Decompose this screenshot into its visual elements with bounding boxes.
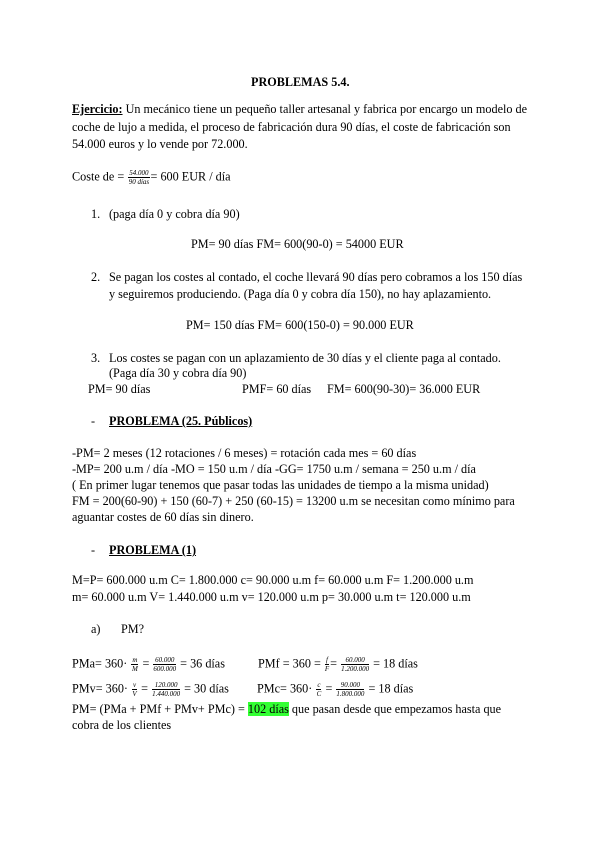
pm-total-highlight: 102 días xyxy=(247,702,289,716)
pma-f2-den: 600.000 xyxy=(153,665,177,673)
pma-f1-num: m xyxy=(132,656,138,664)
pma-pre: PMa= 360· xyxy=(72,656,131,671)
pma-f1-den: M xyxy=(131,665,138,673)
problema-25-bullet: - xyxy=(91,414,96,428)
pmf-f1-den: F xyxy=(324,665,330,673)
exercise-text-1: Un mecánico tiene un pequeño taller artesanal y fabrica por encargo un modelo de xyxy=(122,102,528,116)
pmc-pre: PMc= 360· xyxy=(257,681,316,696)
exercise-line-2: coche de lujo a medida, el proceso de fabricación dura 90 días, el coste de fabricación son xyxy=(72,120,511,134)
pmv-f1-den: V xyxy=(132,690,137,698)
pmc-f1-num: c xyxy=(317,681,321,689)
pma-fraction-numeric xyxy=(153,656,176,673)
problema-1-heading: PROBLEMA (1) xyxy=(109,543,197,557)
pmv-f1-num: v xyxy=(133,681,137,689)
pmv-fraction-numeric xyxy=(152,681,180,698)
pmc-post: = 18 días xyxy=(365,681,414,696)
coste-formula xyxy=(72,169,231,186)
coste-numerator: 54.000 xyxy=(129,169,149,177)
pm-total-line xyxy=(72,702,501,716)
item-3-number: 3. xyxy=(91,351,101,365)
exercise-label: Ejercicio: xyxy=(72,102,123,116)
item-2-number: 2. xyxy=(91,270,101,284)
item-3-text-1: Los costes se pagan con un aplazamiento de 30 días y el cliente paga al contado. xyxy=(109,351,501,365)
item-3-text-2: (Paga día 30 y cobra día 90) xyxy=(109,366,247,380)
pma-f2-num: 60.000 xyxy=(155,656,175,664)
pmc-f2-den: 1.800.000 xyxy=(336,690,365,698)
exercise-line-3: 54.000 euros y lo vende por 72.000. xyxy=(72,137,248,151)
coste-suffix: = 600 EUR / día xyxy=(150,169,231,184)
problema-25-heading: PROBLEMA (25. Públicos) xyxy=(109,414,253,428)
pmf-f1-num: f xyxy=(326,656,328,664)
coste-denominator: 90 días xyxy=(128,178,150,186)
pm-total-post: que pasan desde que empezamos hasta que xyxy=(288,702,502,716)
problema-25-line-4: FM = 200(60-90) + 150 (60-7) + 250 (60-15) = 13200 u.m se necesitan como mínimo para xyxy=(72,494,515,508)
coste-prefix: Coste de = xyxy=(72,169,128,184)
pmf-post: = 18 días xyxy=(370,656,418,671)
pma-fraction-symbolic xyxy=(131,656,138,673)
result-2: PM= 150 días FM= 600(150-0) = 90.000 EUR xyxy=(186,318,414,332)
pmv-pre: PMv= 360· xyxy=(72,681,132,696)
result-3-fm: FM= 600(90-30)= 36.000 EUR xyxy=(327,382,481,396)
pma-formula xyxy=(72,656,225,673)
pmc-f1-den: C xyxy=(316,690,322,698)
problema-25-line-2: -MP= 200 u.m / día -MO = 150 u.m / día -GG= 1750 u.m / semana = 250 u.m / día xyxy=(72,462,476,476)
pmv-post: = 30 días xyxy=(181,681,229,696)
problema-1-line-1: M=P= 600.000 u.m C= 1.800.000 c= 90.000 u.m f= 60.000 u.m F= 1.200.000 u.m xyxy=(72,573,474,587)
sub-a-text: PM? xyxy=(121,622,145,636)
pmf-formula xyxy=(258,656,418,673)
result-3-pmf: PMF= 60 días xyxy=(242,382,312,396)
item-2-text-2: y seguiremos produciendo. (Paga día 0 y cobra día 150), no hay aplazamiento. xyxy=(109,287,492,301)
sub-a-label: a) xyxy=(91,622,101,636)
item-2-text-1: Se pagan los costes al contado, el coche llevará 90 días pero cobramos a los 150 días xyxy=(109,270,523,284)
pmv-fraction-symbolic xyxy=(132,681,137,698)
item-1-number: 1. xyxy=(91,207,101,221)
pmf-eq: = xyxy=(330,656,341,671)
pmf-fraction-symbolic xyxy=(325,656,329,673)
problema-25-line-5: aguantar costes de 60 días sin dinero. xyxy=(72,510,254,524)
result-1: PM= 90 días FM= 600(90-0) = 54000 EUR xyxy=(191,237,404,251)
result-3-pm: PM= 90 días xyxy=(88,382,151,396)
problema-1-bullet: - xyxy=(91,543,96,557)
problema-25-line-3: ( En primer lugar tenemos que pasar todas las unidades de tiempo a la misma unidad) xyxy=(72,478,489,492)
pm-total-line-2: cobra de los clientes xyxy=(72,718,172,732)
pmv-f2-num: 120.000 xyxy=(152,681,180,690)
pmc-f2-num: 90.000 xyxy=(336,681,364,690)
exercise-line-1 xyxy=(72,102,527,116)
pma-eq: = xyxy=(139,656,153,671)
coste-fraction xyxy=(128,169,149,186)
item-1-text: (paga día 0 y cobra día 90) xyxy=(109,207,240,221)
pmf-f2-den: 1.200.000 xyxy=(341,665,370,673)
pmv-formula xyxy=(72,681,229,698)
pmf-fraction-numeric xyxy=(341,656,369,673)
page-title: PROBLEMAS 5.4. xyxy=(251,75,350,89)
problema-25-line-1: -PM= 2 meses (12 rotaciones / 6 meses) = rotación cada mes = 60 días xyxy=(72,446,417,460)
pmv-f2-den: 1.440.000 xyxy=(152,690,181,698)
pmv-eq: = xyxy=(138,681,152,696)
pmc-fraction-numeric xyxy=(336,681,364,698)
problema-1-line-2: m= 60.000 u.m V= 1.440.000 u.m v= 120.000 u.m p= 30.000 u.m t= 120.000 u.m xyxy=(72,590,471,604)
pmc-formula xyxy=(257,681,413,698)
pmc-fraction-symbolic xyxy=(316,681,321,698)
pmf-f2-num: 60.000 xyxy=(341,656,369,665)
pmc-eq: = xyxy=(322,681,336,696)
pma-post: = 36 días xyxy=(177,656,225,671)
pm-total-pre: PM= (PMa + PMf + PMv+ PMc) = xyxy=(72,702,248,716)
pmf-pre: PMf = 360 = xyxy=(258,656,324,671)
